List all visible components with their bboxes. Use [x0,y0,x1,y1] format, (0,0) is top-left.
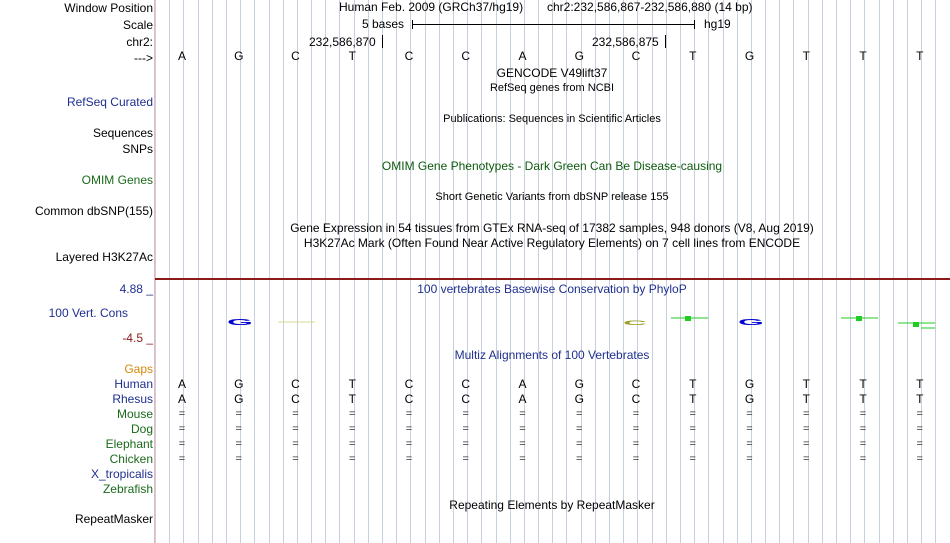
window-position-label: Window Position [64,1,153,15]
reference-base: T [802,49,810,63]
scale-text: 5 bases [362,17,405,31]
scale-label: Scale [122,18,153,32]
mouse-base: = [292,408,299,420]
elephant-base: = [859,438,867,450]
mouse-base: = [519,408,526,420]
track-group-divider [155,278,950,280]
human-species-label: Human [114,377,153,391]
dbsnp-track-desc: Short Genetic Variants from dbSNP release 155 [435,191,669,203]
elephant-base: = [462,438,469,450]
rhesus-base: G [574,392,584,406]
h3k27ac-track-label[interactable]: Layered H3K27Ac [55,250,153,264]
chicken-base: = [462,453,469,465]
mouse-base: = [405,408,413,420]
elephant-base: = [746,438,753,450]
elephant-base: = [689,438,696,450]
rhesus-base: C [631,392,641,406]
gencode-track-title[interactable]: GENCODE V49lift37 [496,66,608,80]
elephant-base: = [803,438,810,450]
chicken-base: = [859,453,867,465]
dog-base: = [349,423,356,435]
chicken-base: = [746,453,753,465]
chicken-species-label: Chicken [109,452,153,466]
refseq-track-desc: RefSeq genes from NCBI [489,82,615,94]
rhesus-base: C [404,392,414,406]
mouse-base: = [689,408,696,420]
rhesus-base: C [461,392,471,406]
phylop-track-desc: 100 vertebrates Basewise Conservation by PhyloP [417,282,687,296]
dog-base: = [803,423,810,435]
mouse-base: = [632,408,640,420]
rhesus-base: T [802,392,810,406]
human-base: T [689,377,697,391]
coord-tick-1 [382,35,383,48]
phylop-max-label: 4.88 _ [119,282,153,296]
vert-cons-track-label[interactable]: 100 Vert. Cons [48,306,128,320]
dog-base: = [632,423,640,435]
dbsnp-track-label[interactable]: Common dbSNP(155) [34,204,153,218]
dog-base: = [235,423,242,435]
reference-base: T [859,49,867,63]
elephant-base: = [178,438,186,450]
human-base: C [404,377,414,391]
mouse-base: = [576,408,583,420]
gtex-track-desc: Gene Expression in 54 tissues from GTEx RNA-seq of 17382 samples, 948 donors (V8, Aug 2019) [290,221,814,235]
elephant-base: = [576,438,583,450]
logo-block-1 [685,316,691,321]
elephant-base: = [632,438,640,450]
rhesus-base: G [744,392,755,406]
chicken-base: = [803,453,810,465]
elephant-species-label: Elephant [105,437,153,451]
logo-block-3 [913,322,919,327]
dog-base: = [462,423,469,435]
rhesus-base: G [234,392,244,406]
elephant-base: = [519,438,526,450]
coord-label-2: 232,586,875 [592,35,659,49]
elephant-base: = [405,438,413,450]
chicken-base: = [178,453,186,465]
phylop-min-label: -4.5 _ [122,331,153,345]
reference-base: C [631,49,641,63]
phylop-logo-plot [155,300,950,340]
refseq-track-label[interactable]: RefSeq Curated [66,95,153,109]
logo-letter-g-1: G [227,317,253,328]
human-base: G [744,377,755,391]
human-base: T [348,377,356,391]
dog-base: = [689,423,696,435]
human-base: C [291,377,300,391]
reference-base: G [234,49,244,63]
mouse-base: = [859,408,867,420]
reference-base: A [518,49,527,63]
scale-bar-right-tick [694,20,695,29]
assembly-title: Human Feb. 2009 (GRCh37/hg19) [339,0,524,14]
chicken-base: = [916,453,923,465]
chicken-base: = [235,453,242,465]
chicken-base: = [405,453,413,465]
label-column-separator [154,0,155,543]
zebrafish-species-label: Zebrafish [102,482,153,496]
rhesus-base: T [689,392,697,406]
human-base: A [518,377,527,391]
chicken-base: = [292,453,299,465]
human-base: G [574,377,584,391]
repeatmasker-track-label[interactable]: RepeatMasker [74,512,153,526]
reference-base: T [916,49,924,63]
elephant-base: = [349,438,356,450]
human-base: G [234,377,244,391]
repeatmasker-track-desc: Repeating Elements by RepeatMasker [449,498,655,512]
rhesus-base: A [177,392,186,406]
elephant-base: = [292,438,299,450]
dog-species-label: Dog [130,422,153,436]
omim-track-label[interactable]: OMIM Genes [81,173,153,187]
chicken-base: = [632,453,640,465]
chicken-base: = [689,453,696,465]
xtropicalis-species-label: X_tropicalis [90,467,153,481]
h3k27ac-track-desc: H3K27Ac Mark (Often Found Near Active Regulatory Elements) on 7 cell lines from ENCODE [303,236,801,250]
scale-bar-left-tick [412,20,413,29]
elephant-base: = [916,438,923,450]
chrom-label: chr2: [126,35,153,49]
chicken-base: = [576,453,583,465]
snps-track-label[interactable]: SNPs [122,142,153,156]
chicken-base: = [519,453,526,465]
mouse-species-label: Mouse [116,407,153,421]
mouse-base: = [746,408,753,420]
mouse-base: = [349,408,356,420]
rhesus-base: C [291,392,300,406]
position-readout: chr2:232,586,867-232,586,880 (14 bp) [547,0,753,14]
coord-tick-2 [665,35,666,48]
chicken-base: = [349,453,356,465]
dog-base: = [859,423,867,435]
dog-base: = [746,423,753,435]
reference-base: T [689,49,697,63]
mouse-base: = [462,408,469,420]
mouse-base: = [178,408,186,420]
logo-letter-c-1: C [623,319,647,327]
mouse-base: = [916,408,923,420]
mouse-base: = [235,408,242,420]
rhesus-base: T [348,392,356,406]
dog-base: = [916,423,923,435]
human-base: A [177,377,186,391]
rhesus-base: T [859,392,867,406]
reference-base: T [348,49,356,63]
elephant-base: = [235,438,242,450]
human-base: T [859,377,867,391]
human-base: T [916,377,924,391]
logo-block-2 [856,316,862,321]
rhesus-base: T [916,392,924,406]
sequences-track-label[interactable]: Sequences [92,126,153,140]
scale-bar [412,24,695,25]
coord-label-1: 232,586,870 [309,35,376,49]
omim-track-desc: OMIM Gene Phenotypes - Dark Green Can Be Disease-causing [381,159,723,173]
dog-base: = [405,423,413,435]
human-base: T [802,377,810,391]
reference-base: G [574,49,584,63]
human-base: C [631,377,641,391]
reference-base: C [461,49,471,63]
rhesus-base: A [518,392,527,406]
dog-base: = [292,423,299,435]
reference-base: G [744,49,755,63]
publications-track-desc: Publications: Sequences in Scientific Articles [443,113,661,125]
mouse-base: = [803,408,810,420]
rhesus-species-label: Rhesus [112,392,153,406]
reference-base: C [291,49,300,63]
reference-base: A [177,49,186,63]
human-base: C [461,377,471,391]
strand-toggle[interactable]: ---> [134,51,153,65]
reference-base: C [404,49,414,63]
dog-base: = [576,423,583,435]
logo-letter-g-2: G [738,317,764,328]
gaps-label: Gaps [124,362,153,376]
multiz-track-desc: Multiz Alignments of 100 Vertebrates [454,348,650,362]
dog-base: = [178,423,186,435]
dog-base: = [519,423,526,435]
scale-db-label: hg19 [704,17,731,31]
